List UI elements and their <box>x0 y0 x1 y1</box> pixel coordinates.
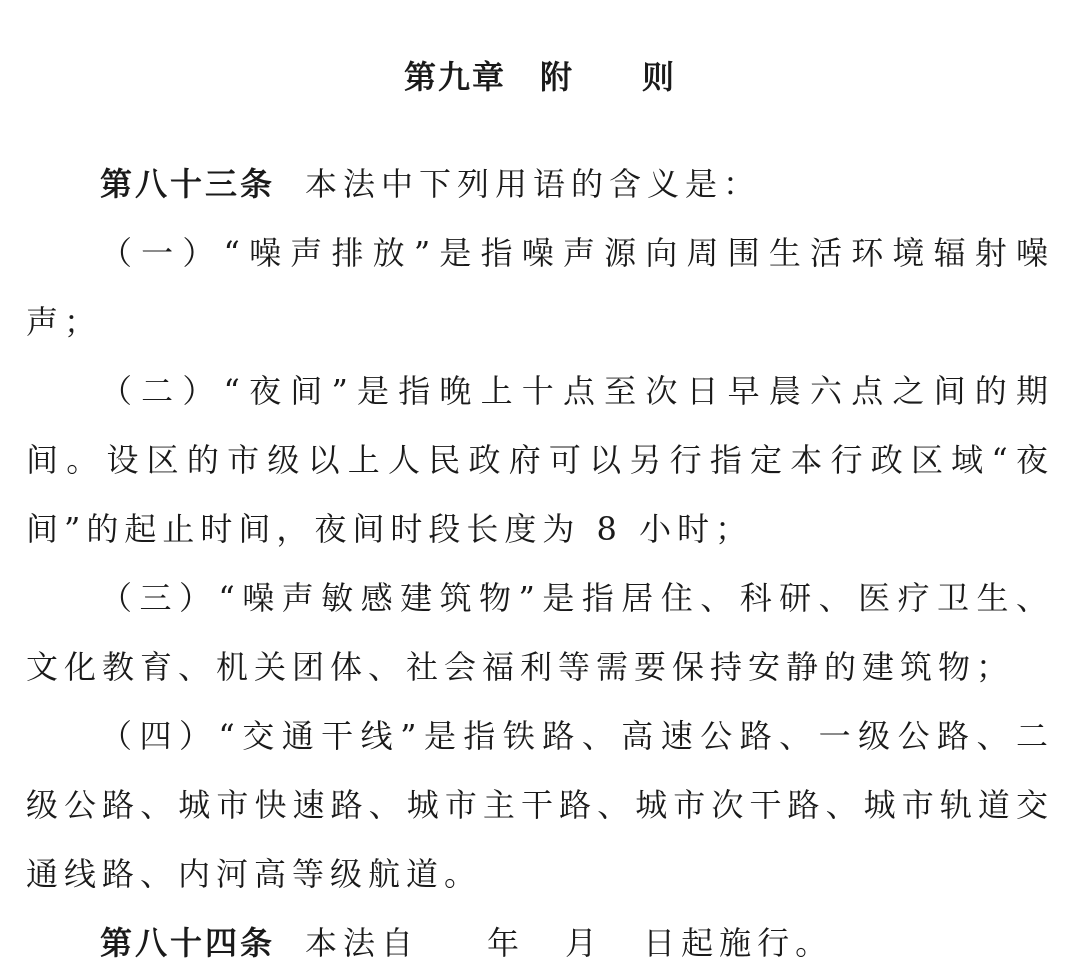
article-84-year: 年 <box>487 924 526 962</box>
article-84-text-start: 本法自 <box>305 924 420 962</box>
article-84-text-end: 日起施行。 <box>643 924 834 962</box>
article-83-number: 第八十三条 <box>100 165 276 203</box>
definition-item-4: （四）“交通干线”是指铁路、高速公路、一级公路、二级公路、城市快速路、城市主干路、城市次干路、城市轨道交通线路、内河高等级航道。 <box>26 717 1054 893</box>
definition-item-3: （三）“噪声敏感建筑物”是指居住、科研、医疗卫生、文化教育、机关团体、社会福利等需要保持安静的建筑物； <box>26 579 1054 686</box>
article-84-month: 月 <box>565 924 604 962</box>
chapter-title: 第九章 附 则 <box>403 58 676 96</box>
document-body <box>26 150 1054 978</box>
definition-item-2: （二）“夜间”是指晚上十点至次日早晨六点之间的期间。设区的市级以上人民政府可以另行指定本行政区域“夜间”的起止时间，夜间时段长度为 8 小时； <box>26 372 1054 548</box>
article-84-number: 第八十四条 <box>100 924 276 962</box>
article-84 <box>26 909 1054 978</box>
article-83 <box>26 150 1054 219</box>
definition-item-1: （一）“噪声排放”是指噪声源向周围生活环境辐射噪声； <box>26 234 1054 341</box>
article-83-text: 本法中下列用语的含义是： <box>305 165 762 203</box>
